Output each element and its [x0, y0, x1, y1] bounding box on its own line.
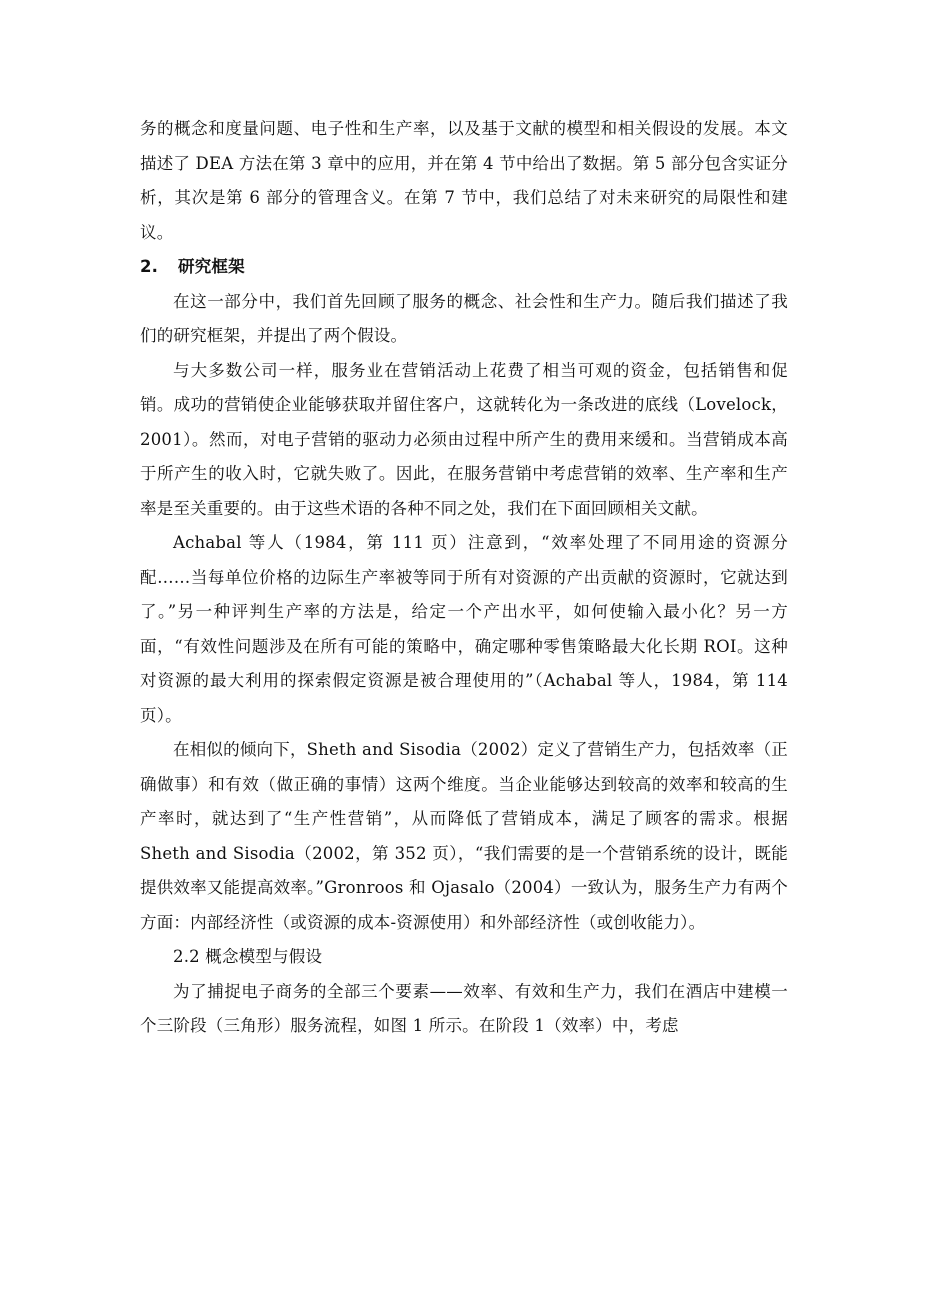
section-title: 研究框架: [178, 257, 245, 276]
paragraph-marketing-spend: 与大多数公司一样，服务业在营销活动上花费了相当可观的资金，包括销售和促销。成功的营销使企业能够获取并留住客户，这就转化为一条改进的底线（Lovelock，2001）。然而，对电子营销的驱动力必须由过程中所产生的费用来缓和。当营销成本高于所产生的收入时，它就失败了。因此，在服务营销中考虑营销的效率、生产率和生产率是至关重要的。由于这些术语的各种不同之处，我们在下面回顾相关文献。: [140, 360, 788, 518]
paragraph-intro-continued: 务的概念和度量问题、电子性和生产率，以及基于文献的模型和相关假设的发展。本文描述了 DEA 方法在第 3 章中的应用，并在第 4 节中给出了数据。第 5 部分包含实证分析，其次是第 6 部分的管理含义。在第 7 节中，我们总结了对未来研究的局限性和建议。: [140, 119, 788, 242]
section-number: 2.: [140, 257, 159, 276]
paragraph-achabal: Achabal 等人（1984，第 111 页）注意到，“效率处理了不同用途的资源分配……当每单位价格的边际生产率被等同于所有对资源的产出贡献的资源时，它就达到了。”另一种评判生产率的方法是，给定一个产出水平，如何使输入最小化？另一方面，“有效性问题涉及在所有可能的策略中，确定哪种零售策略最大化长期 ROI。这种对资源的最大利用的探索假定资源是被合理使用的”（Achabal 等人，1984，第 114 页）。: [140, 533, 788, 725]
paragraph-three-stage-model: 为了捕捉电子商务的全部三个要素——效率、有效和生产力，我们在酒店中建模一个三阶段（三角形）服务流程，如图 1 所示。在阶段 1（效率）中，考虑: [140, 981, 788, 1035]
subsection-heading: 2.2 概念模型与假设: [173, 947, 323, 966]
paragraph-section-overview: 在这一部分中，我们首先回顾了服务的概念、社会性和生产力。随后我们描述了我们的研究框架，并提出了两个假设。: [140, 291, 788, 345]
section-heading: [140, 250, 788, 285]
paragraph-sheth-sisodia: 在相似的倾向下，Sheth and Sisodia（2002）定义了营销生产力，包括效率（正确做事）和有效（做正确的事情）这两个维度。当企业能够达到较高的效率和较高的生产率时，就达到了“生产性营销”，从而降低了营销成本，满足了顾客的需求。根据 Sheth and Sisodia（2002，第 352 页），“我们需要的是一个营销系统的设计，既能提供效率又能提高效率。”Gronroos 和 Ojasalo（2004）一致认为，服务生产力有两个方面：内部经济性（或资源的成本-资源使用）和外部经济性（或创收能力）。: [140, 740, 788, 932]
document-body: [140, 112, 788, 1044]
